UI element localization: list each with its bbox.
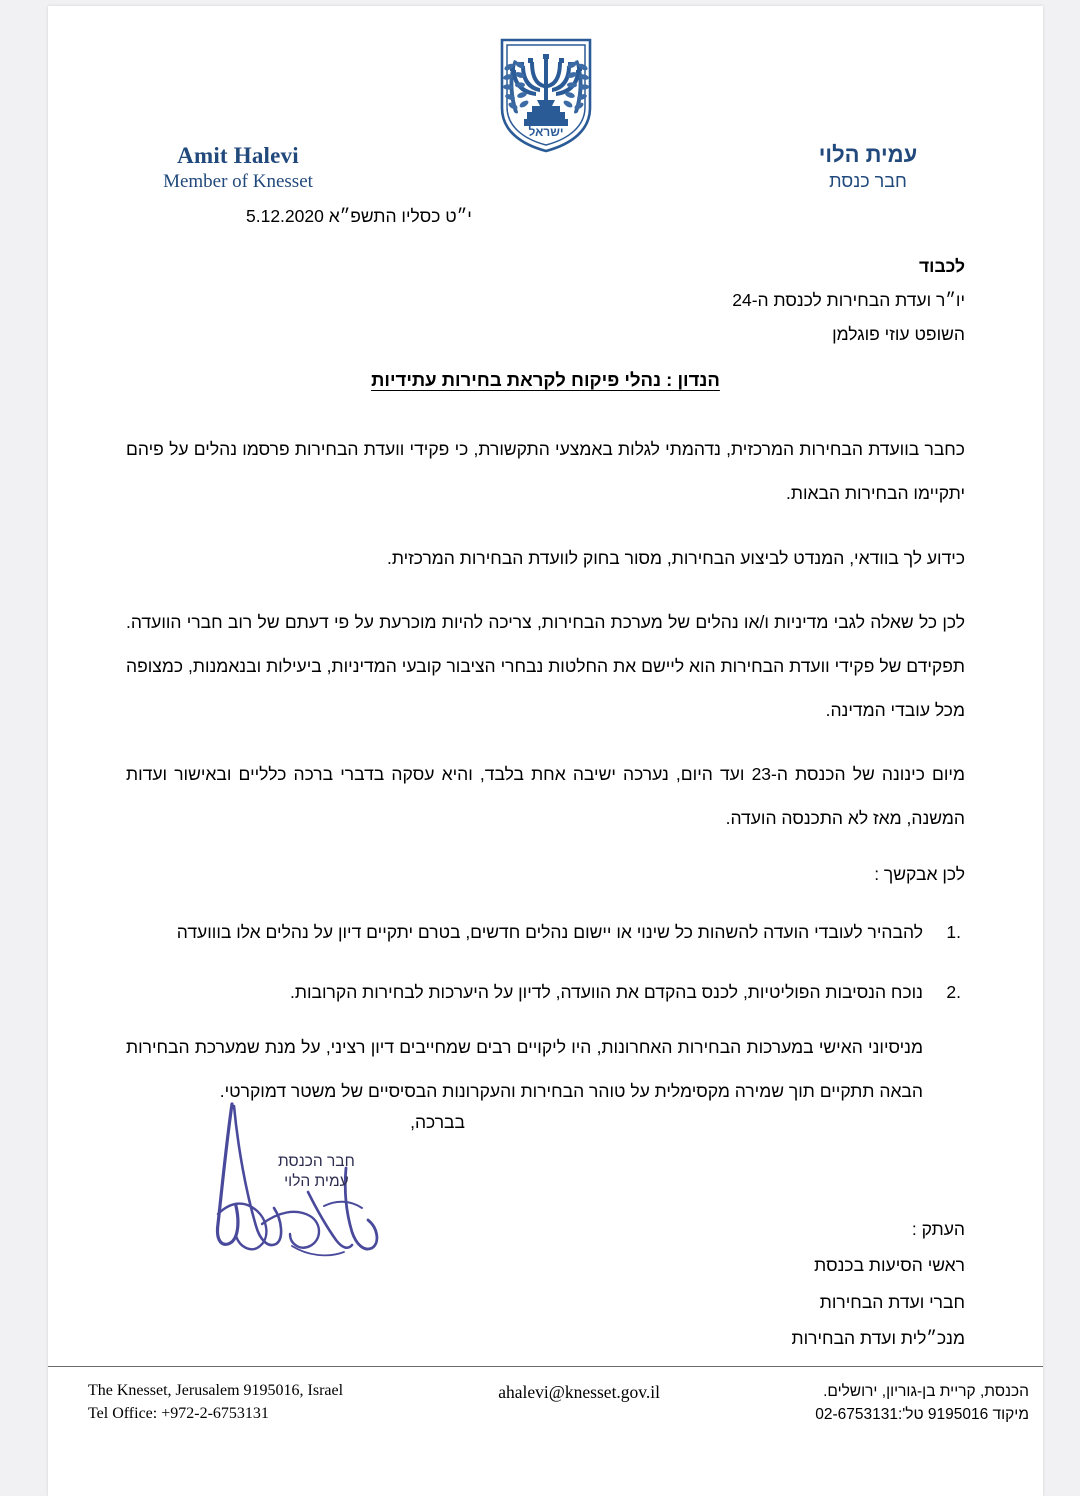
date-line: י״ט כסליו התשפ״א 5.12.2020 [246,206,472,226]
addressee-title: יו״ר ועדת הבחירות לכנסת ה-24 [732,290,965,311]
address-block [126,249,965,351]
footer-english-contact [88,1380,343,1425]
emblem-text: ישראל [527,125,564,139]
list-item: נוכח הנסיבות הפוליטיות, לכנס בהקדם את הוועדה, לדיון על היערכות לבחירות הקרובות. [290,982,923,1003]
footer [88,1380,1029,1427]
document-page [48,6,1043,1496]
request-intro: לכן אבקשך : [874,864,965,885]
letterhead-hebrew-name: עמית הלוי [818,142,918,167]
footer-divider [48,1366,1043,1367]
paragraph-3: לכן כל שאלה לגבי מדיניות ו/או נהלים של מערכת הבחירות, צריכה להיות מוכרעת על פי דעתם של רוב חברי הוועדה. תפקידם של פקידי וועדת הבחירות הוא ליישם את החלטות נבחרי הציבור קובעי המדיניות, ביעילות ובנאמנות, כמצופה מכל עובדי המדינה. [126,611,965,720]
letter-body [126,206,965,1113]
letterhead-english-name: Amit Halevi [177,143,299,168]
stamp-line-name: עמית הלוי [284,1173,349,1191]
letterhead-hebrew-role: חבר כנסת [829,171,907,192]
footer-hebrew-contact [815,1380,1029,1427]
request-list [126,910,965,1014]
emblem-container [48,36,1043,154]
footer-english-phone: Tel Office: +972-2-6753131 [88,1404,269,1422]
letterhead-english-role: Member of Knesset [163,171,313,193]
cc-recipient: ראשי הסיעות בכנסת [814,1255,965,1276]
paragraph-4: מיום כינונה של הכנסת ה-23 ועד היום, נערכה ישיבה אחת בלבד, והיא עסקה בדברי ברכה כלליים ובאישור ועדות המשנה, מאז לא התכנסה הועדה. [126,763,966,829]
letterhead-hebrew [738,142,998,194]
footer-hebrew-address: הכנסת, קריית בן-גוריון, ירושלים. [823,1383,1029,1400]
cc-block [792,1211,965,1357]
footer-hebrew-phone: מיקוד 9195016 טל':02-6753131 [815,1406,1029,1424]
signature-stamp [278,1152,355,1193]
letterhead-english [93,142,383,195]
addressee-name: השופט עוזי פוגלמן [832,324,965,345]
paragraph-1: כחבר בוועדת הבחירות המרכזית, נדהמתי לגלות באמצעי התקשורת, כי פקידי וועדת הבחירות פרסמו נהלים על פיהם יתקיימו הבחירות הבאות. [126,439,965,504]
salutation: לכבוד [918,256,965,276]
list-item: להבהיר לעובדי הועדה להשהות כל שינוי או יישום נהלים חדשים, בטרם יתקיים דיון על נהלים אלו בווועדה [176,922,923,943]
subject-line: הנדון : נהלי פיקוח לקראת בחירות עתידיות [371,369,720,391]
cc-recipient: חברי ועדת הבחירות [819,1291,965,1312]
stamp-line-role: חבר הכנסת [278,1153,355,1170]
signature-regards: בברכה, [410,1112,465,1132]
closing-paragraph: מניסיוני האישי במערכות הבחירות האחרונות, היו ליקויים רבים שמחייבים דיון רציני, על מנת שמערכת הבחירות הבאה תתקיים תוך שמירה מקסימלית על טוהר הבחירות והעקרונות הבסיסיים של משטר דמוקרטי. [126,1036,923,1101]
cc-recipient: מנכ״לית ועדת הבחירות [791,1328,965,1349]
israel-state-emblem-icon [494,36,598,154]
footer-english-address: The Knesset, Jerusalem 9195016, Israel [88,1382,344,1399]
footer-email[interactable]: ahalevi@knesset.gov.il [498,1382,661,1402]
cc-label: העתק : [911,1219,965,1239]
paragraph-2: כידוע לך בוודאי, המנדט לביצוע הבחירות, מסור בחוק לוועדת הבחירות המרכזית. [386,547,965,568]
